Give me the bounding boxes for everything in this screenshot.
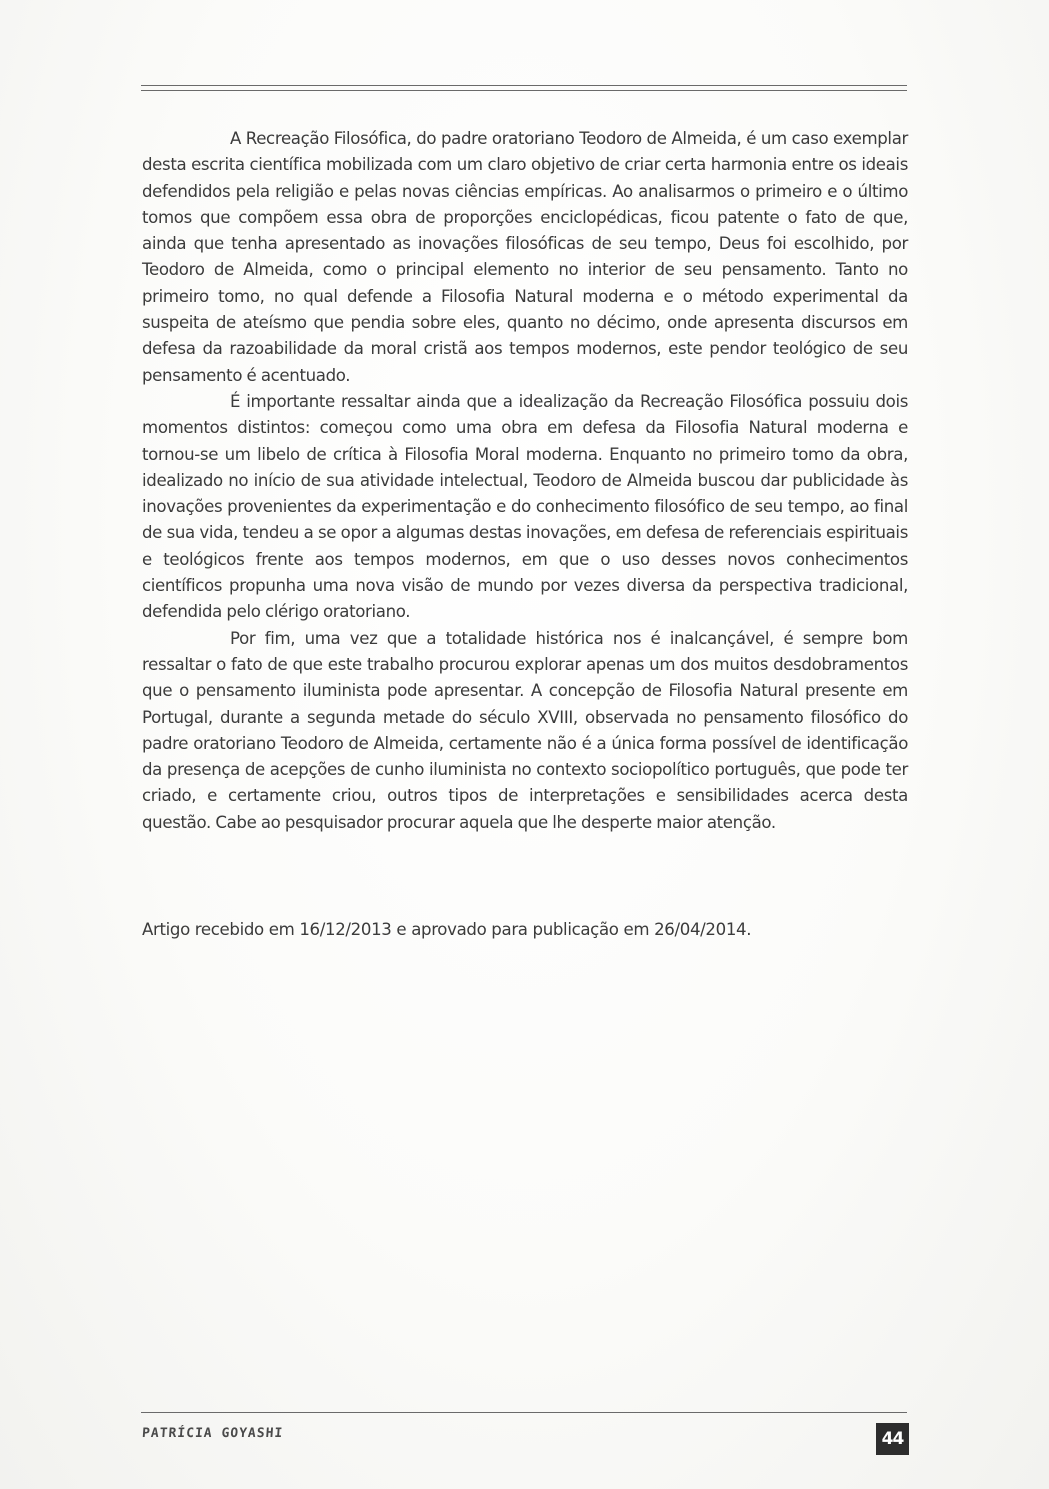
page-number: 44 <box>876 1423 909 1455</box>
paragraph-3: Por fim, uma vez que a totalidade histórica nos é inalcançável, é sempre bom ressaltar o fato de que este trabalho procurou explorar apenas um dos muitos desdobramentos que o pensamento iluminista pode apresentar. A concepção de Filosofia Natural presente em Portugal, durante a segunda metade do século XVIII, observada no pensamento filosófico do padre oratoriano Teodoro de Almeida, certamente não é a única forma possível de identificação da presença de acepções de cunho iluminista no contexto sociopolítico português, que pode ter criado, e certamente criou, outros tipos de interpretações e sensibilidades acerca desta questão. Cabe ao pesquisador procurar aquela que lhe desperte maior atenção. <box>142 628 908 832</box>
paragraph-1: A Recreação Filosófica, do padre oratoriano Teodoro de Almeida, é um caso exemplar desta escrita científica mobilizada com um claro objetivo de criar certa harmonia entre os ideais defendidos pela religião e pelas novas ciências empíricas. Ao analisarmos o primeiro e o último tomos que compõem essa obra de proporções enciclopédicas, ficou patente o fato de que, ainda que tenha apresentado as inovações filosóficas de seu tempo, Deus foi escolhido, por Teodoro de Almeida, como o principal elemento no interior de seu pensamento. Tanto no primeiro tomo, no qual defende a Filosofia Natural moderna e o método experimental da suspeita de ateísmo que pendia sobre eles, quanto no décimo, onde apresenta discursos em defesa da razoabilidade da moral cristã aos tempos modernos, este pendor teológico de seu pensamento é acentuado. <box>142 129 908 385</box>
footer-author: PATRÍCIA GOYASHI <box>141 1426 284 1441</box>
article-body <box>142 126 908 836</box>
footer-rule <box>141 1412 907 1413</box>
header-rule <box>141 85 907 91</box>
paragraph-2: É importante ressaltar ainda que a idealização da Recreação Filosófica possuiu dois momentos distintos: começou como uma obra em defesa da Filosofia Natural moderna e tornou-se um libelo de crítica à Filosofia Moral moderna. Enquanto no primeiro tomo da obra, idealizado no início de sua atividade intelectual, Teodoro de Almeida buscou dar publicidade às inovações provenientes da experimentação e do conhecimento filosófico de seu tempo, ao final de sua vida, tendeu a se opor a algumas destas inovações, em defesa de referenciais espirituais e teológicos frente aos tempos modernos, em que o uso desses novos conhecimentos científicos propunha uma nova visão de mundo por vezes diversa da perspectiva tradicional, defendida pelo clérigo oratoriano. <box>142 391 908 622</box>
received-note: Artigo recebido em 16/12/2013 e aprovado para publicação em 26/04/2014. <box>142 920 752 939</box>
